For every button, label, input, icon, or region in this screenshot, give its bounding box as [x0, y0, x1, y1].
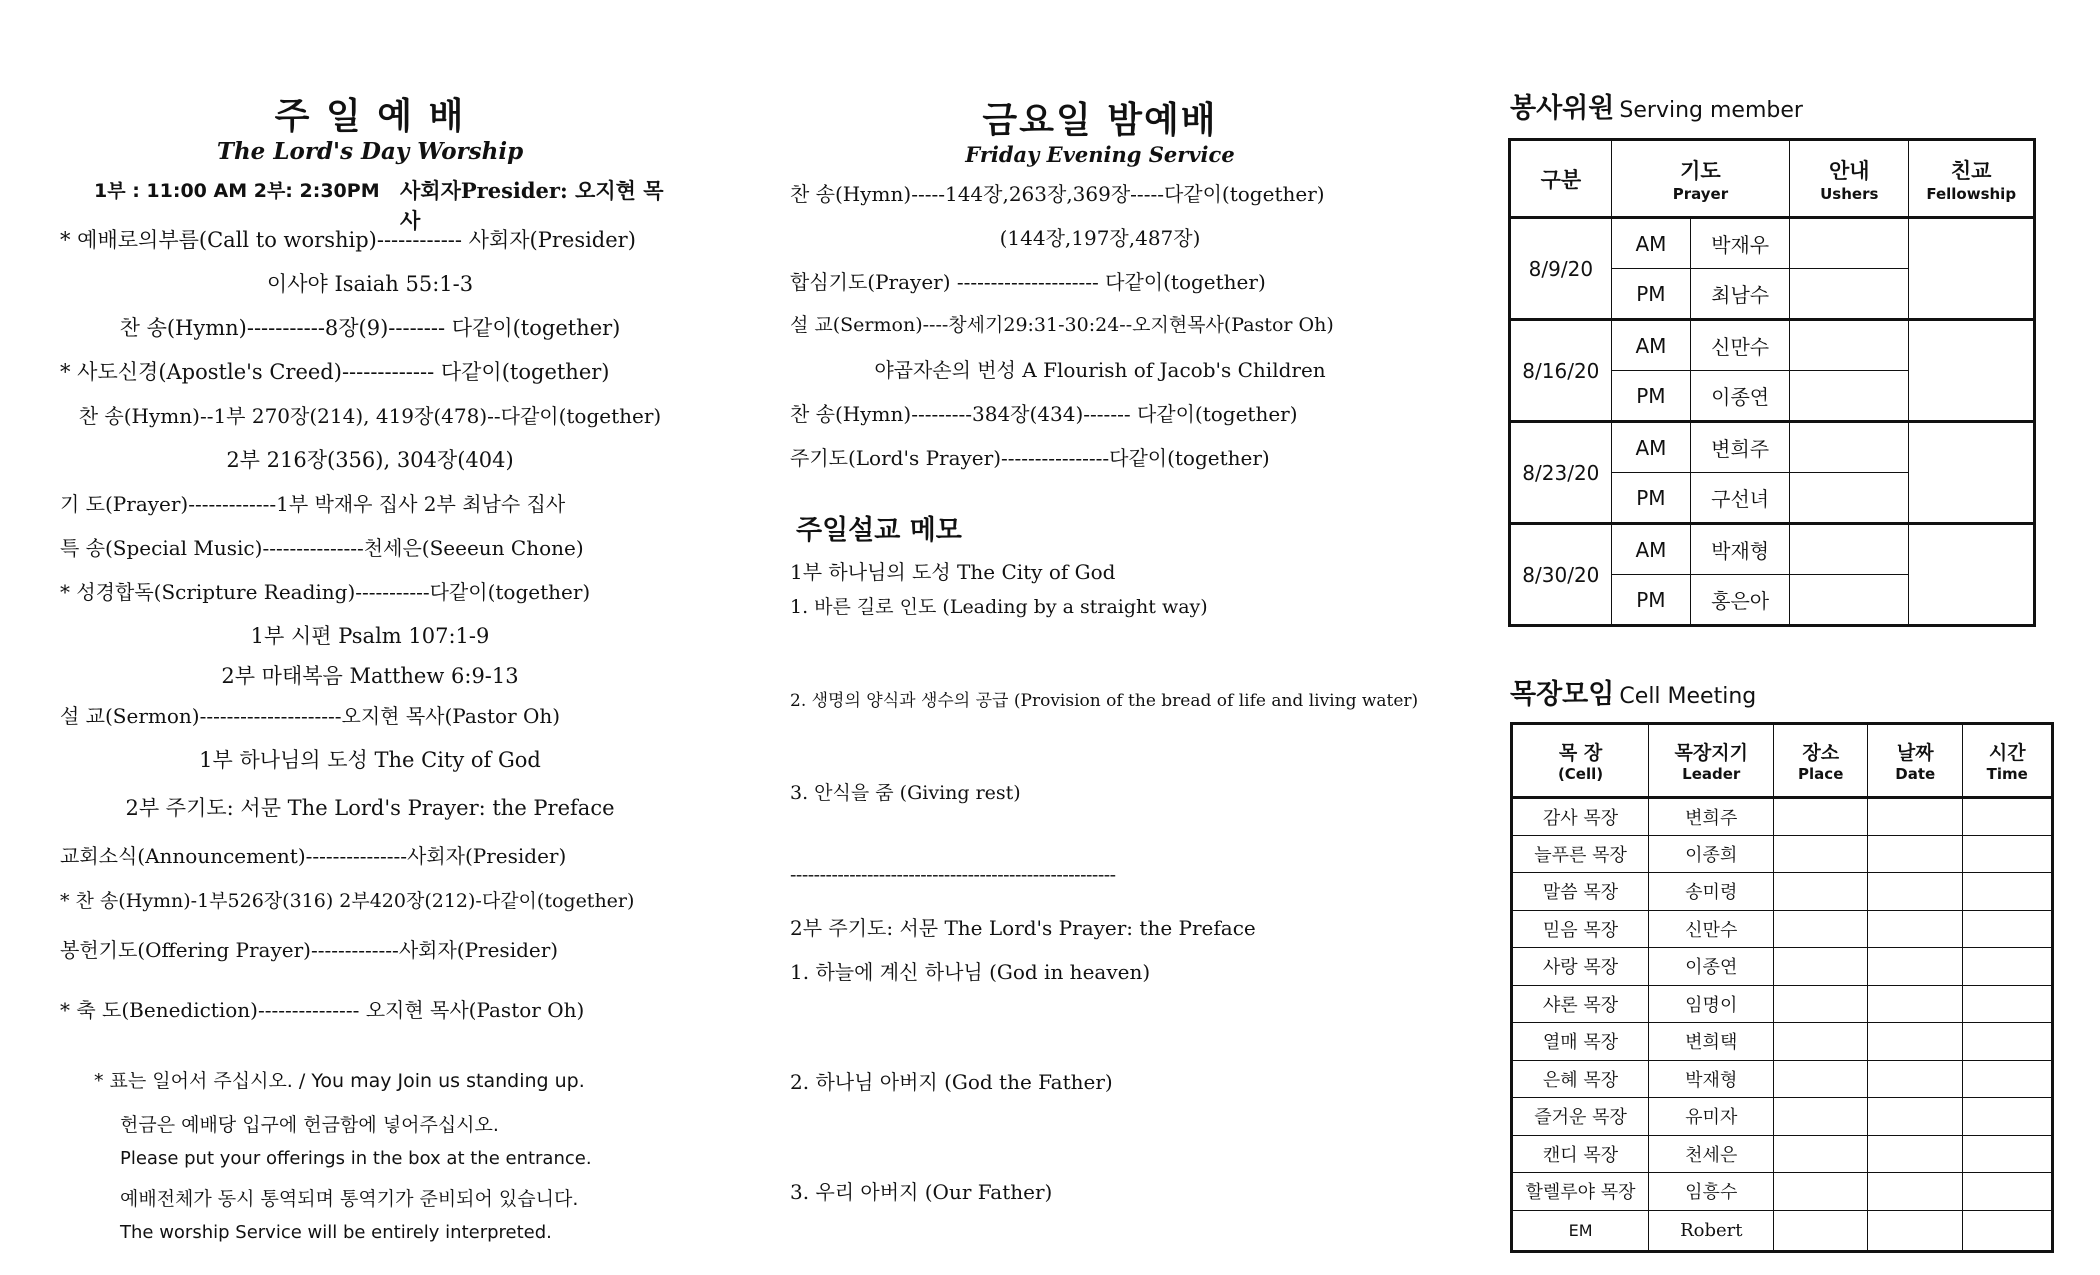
cell-date: [1867, 873, 1962, 911]
note-interpretation-ko: 예배전체가 동시 통역되며 통역기가 준비되어 있습니다.: [120, 1188, 579, 1210]
friday-hymn-1: 찬 송(Hymn)-----144장,263장,369장-----다같이(together): [790, 182, 1325, 206]
serving-table: [1508, 138, 2036, 627]
serving-title: 봉사위원: [1510, 93, 1615, 124]
cell-name: 사랑 목장: [1512, 948, 1649, 986]
order-prayer: 기 도(Prayer)-------------1부 박재우 집사 2부 최남수 집사: [60, 492, 566, 516]
order-scripture-reading: * 성경합독(Scripture Reading)-----------다같이(together): [60, 580, 591, 604]
service-date: 8/9/20: [1510, 218, 1612, 320]
cell-time: [1963, 910, 2053, 948]
header-cell: 목 장 (Cell): [1512, 724, 1649, 798]
order-psalm: 1부 시편 Psalm 107:1-9: [250, 624, 490, 648]
memo-sermon-2-point-3: 3. 우리 아버지 (Our Father): [790, 1180, 1053, 1204]
cell-leader: 변희택: [1649, 1023, 1774, 1061]
am-label: AM: [1611, 524, 1690, 575]
sunday-title: 주 일 예 배: [274, 96, 466, 137]
service-date: 8/23/20: [1510, 422, 1612, 524]
service-date: 8/16/20: [1510, 320, 1612, 422]
header-time: 시간 Time: [1963, 724, 2053, 798]
cell-place: [1774, 910, 1868, 948]
order-sermon-title-1: 1부 하나님의 도성 The City of God: [199, 748, 541, 772]
cell-leader: 변희주: [1649, 798, 1774, 836]
cell-date: [1867, 1173, 1962, 1211]
fellowship-cell: [1909, 320, 2035, 422]
am-usher: [1790, 422, 1909, 473]
fellowship-cell: [1909, 524, 2035, 626]
header-category: 구분: [1510, 140, 1612, 218]
order-benediction: * 축 도(Benediction)--------------- 오지현 목사(Pastor Oh): [60, 998, 585, 1022]
friday-subtitle: Friday Evening Service: [965, 142, 1235, 167]
table-row: [1512, 948, 2053, 986]
cell-date: [1867, 948, 1962, 986]
table-row: [1512, 1210, 2053, 1251]
order-closing-hymn: * 찬 송(Hymn)-1부526장(316) 2부420장(212)-다같이(together): [60, 890, 635, 912]
friday-sermon: 설 교(Sermon)----창세기29:31-30:24--오지현목사(Pastor Oh): [790, 314, 1334, 336]
cell-place: [1774, 873, 1868, 911]
cell-table: [1510, 722, 2054, 1253]
am-prayer-name: 박재형: [1691, 524, 1790, 575]
cell-name: 말씀 목장: [1512, 873, 1649, 911]
table-row: [1512, 1135, 2053, 1173]
memo-title: 주일설교 메모: [796, 515, 962, 546]
cell-name: 감사 목장: [1512, 798, 1649, 836]
cell-date: [1867, 798, 1962, 836]
cell-place: [1774, 1060, 1868, 1098]
cell-subtitle: Cell Meeting: [1619, 684, 1757, 709]
pm-usher: [1790, 371, 1909, 422]
memo-sermon-1-point-2: 2. 생명의 양식과 생수의 공급 (Provision of the bread of life and living water): [790, 691, 1419, 711]
serving-subtitle: Serving member: [1619, 98, 1803, 123]
cell-date: [1867, 1210, 1962, 1251]
cell-date: [1867, 1135, 1962, 1173]
fellowship-cell: [1909, 218, 2035, 320]
cell-place: [1774, 1135, 1868, 1173]
cell-date: [1867, 835, 1962, 873]
am-label: AM: [1611, 218, 1690, 269]
cell-place: [1774, 948, 1868, 986]
cell-date: [1867, 1098, 1962, 1136]
header-leader: 목장지기 Leader: [1649, 724, 1774, 798]
cell-place: [1774, 1098, 1868, 1136]
table-row: [1512, 1023, 2053, 1061]
cell-leader: Robert: [1649, 1210, 1774, 1251]
order-scripture-isaiah: 이사야 Isaiah 55:1-3: [266, 272, 474, 296]
cell-name: 은혜 목장: [1512, 1060, 1649, 1098]
cell-name: EM: [1512, 1210, 1649, 1251]
cell-time: [1963, 1210, 2053, 1251]
memo-sermon-1-point-3: 3. 안식을 줌 (Giving rest): [790, 782, 1021, 804]
table-row: [1512, 1098, 2053, 1136]
pm-prayer-name: 홍은아: [1691, 575, 1790, 626]
table-row: [1512, 835, 2053, 873]
table-row: [1510, 524, 2035, 575]
order-hymn-2: 찬 송(Hymn)--1부 270장(214), 419장(478)--다같이(together): [78, 404, 662, 428]
header-ushers: 안내 Ushers: [1790, 140, 1909, 218]
service-date: 8/30/20: [1510, 524, 1612, 626]
cell-date: [1867, 910, 1962, 948]
cell-time: [1963, 1135, 2053, 1173]
pm-usher: [1790, 473, 1909, 524]
pm-label: PM: [1611, 575, 1690, 626]
pm-prayer-name: 구선녀: [1691, 473, 1790, 524]
header-date: 날짜 Date: [1867, 724, 1962, 798]
memo-sermon-1-title: 1부 하나님의 도성 The City of God: [790, 560, 1116, 584]
cell-leader: 이종희: [1649, 835, 1774, 873]
cell-leader: 박재형: [1649, 1060, 1774, 1098]
cell-time: [1963, 835, 2053, 873]
cell-time: [1963, 1023, 2053, 1061]
cell-leader: 이종연: [1649, 948, 1774, 986]
order-matthew: 2부 마태복음 Matthew 6:9-13: [221, 664, 519, 688]
cell-time: [1963, 798, 2053, 836]
order-apostles-creed: * 사도신경(Apostle's Creed)------------- 다같이(together): [60, 360, 610, 384]
fellowship-cell: [1909, 422, 2035, 524]
header-prayer: 기도 Prayer: [1611, 140, 1789, 218]
am-usher: [1790, 524, 1909, 575]
am-prayer-name: 신만수: [1691, 320, 1790, 371]
friday-hymn-1-alt: (144장,197장,487장): [999, 226, 1201, 250]
service-times: 1부 : 11:00 AM 2부: 2:30PM: [94, 180, 380, 202]
cell-leader: 신만수: [1649, 910, 1774, 948]
table-row: [1512, 798, 2053, 836]
am-usher: [1790, 218, 1909, 269]
cell-title: 목장모임: [1510, 679, 1615, 710]
serving-heading: [1510, 86, 1803, 125]
cell-name: 믿음 목장: [1512, 910, 1649, 948]
am-usher: [1790, 320, 1909, 371]
cell-name: 즐거운 목장: [1512, 1098, 1649, 1136]
pm-label: PM: [1611, 269, 1690, 320]
am-prayer-name: 박재우: [1691, 218, 1790, 269]
table-row: [1512, 985, 2053, 1023]
table-row: [1510, 320, 2035, 371]
memo-sermon-2-title: 2부 주기도: 서문 The Lord's Prayer: the Preface: [790, 916, 1256, 940]
order-announcement: 교회소식(Announcement)---------------사회자(Presider): [60, 844, 567, 868]
memo-sermon-1-point-1: 1. 바른 길로 인도 (Leading by a straight way): [790, 596, 1208, 618]
memo-divider: -------------------------------------------------------: [790, 864, 1116, 886]
order-call-to-worship: * 예배로의부름(Call to worship)------------ 사회자(Presider): [60, 228, 636, 252]
pm-prayer-name: 이종연: [1691, 371, 1790, 422]
order-hymn-2-second: 2부 216장(356), 304장(404): [226, 448, 514, 472]
cell-date: [1867, 1023, 1962, 1061]
cell-time: [1963, 985, 2053, 1023]
cell-time: [1963, 1173, 2053, 1211]
cell-time: [1963, 873, 2053, 911]
presider-line: 사회자Presider: 오지현 목사: [400, 178, 664, 233]
friday-hymn-2: 찬 송(Hymn)---------384장(434)------- 다같이(together): [790, 402, 1298, 426]
memo-sermon-2-point-2: 2. 하나님 아버지 (God the Father): [790, 1070, 1113, 1094]
cell-time: [1963, 948, 2053, 986]
order-hymn-1: 찬 송(Hymn)-----------8장(9)-------- 다같이(together): [119, 316, 621, 340]
cell-heading: [1510, 672, 1756, 711]
memo-sermon-2-point-1: 1. 하늘에 계신 하나님 (God in heaven): [790, 960, 1151, 984]
note-standing: * 표는 일어서 주십시오. / You may Join us standing up.: [94, 1070, 585, 1092]
header-place: 장소 Place: [1774, 724, 1868, 798]
order-special-music: 특 송(Special Music)---------------천세은(Seeeun Chone): [60, 536, 584, 560]
note-interpretation-en: The worship Service will be entirely interpreted.: [120, 1222, 552, 1243]
cell-name: 열매 목장: [1512, 1023, 1649, 1061]
cell-time: [1963, 1060, 2053, 1098]
cell-place: [1774, 1210, 1868, 1251]
order-offering-prayer: 봉헌기도(Offering Prayer)-------------사회자(Presider): [60, 938, 559, 962]
cell-place: [1774, 1173, 1868, 1211]
cell-name: 캔디 목장: [1512, 1135, 1649, 1173]
table-row: [1512, 1060, 2053, 1098]
table-row: [1510, 218, 2035, 269]
order-sermon: 설 교(Sermon)---------------------오지현 목사(Pastor Oh): [60, 704, 561, 728]
friday-sermon-title: 야곱자손의 번성 A Flourish of Jacob's Children: [874, 358, 1326, 382]
cell-leader: 임명이: [1649, 985, 1774, 1023]
cell-name: 늘푸른 목장: [1512, 835, 1649, 873]
cell-leader: 송미령: [1649, 873, 1774, 911]
cell-date: [1867, 985, 1962, 1023]
pm-prayer-name: 최남수: [1691, 269, 1790, 320]
cell-leader: 천세은: [1649, 1135, 1774, 1173]
order-sermon-title-2: 2부 주기도: 서문 The Lord's Prayer: the Preface: [125, 796, 615, 820]
cell-leader: 유미자: [1649, 1098, 1774, 1136]
cell-time: [1963, 1098, 2053, 1136]
am-label: AM: [1611, 320, 1690, 371]
am-label: AM: [1611, 422, 1690, 473]
cell-name: 할렐루야 목장: [1512, 1173, 1649, 1211]
note-offering-en: Please put your offerings in the box at the entrance.: [120, 1148, 592, 1169]
cell-date: [1867, 1060, 1962, 1098]
table-row: [1512, 873, 2053, 911]
cell-place: [1774, 985, 1868, 1023]
cell-place: [1774, 1023, 1868, 1061]
header-fellowship: 친교 Fellowship: [1909, 140, 2035, 218]
cell-place: [1774, 835, 1868, 873]
cell-name: 샤론 목장: [1512, 985, 1649, 1023]
sunday-subtitle: The Lord's Day Worship: [216, 138, 524, 165]
table-row: [1512, 910, 2053, 948]
pm-usher: [1790, 269, 1909, 320]
cell-leader: 임흥수: [1649, 1173, 1774, 1211]
cell-place: [1774, 798, 1868, 836]
friday-title: 금요일 밤예배: [982, 100, 1218, 141]
friday-lords-prayer: 주기도(Lord's Prayer)----------------다같이(together): [790, 446, 1270, 470]
pm-usher: [1790, 575, 1909, 626]
am-prayer-name: 변희주: [1691, 422, 1790, 473]
pm-label: PM: [1611, 371, 1690, 422]
pm-label: PM: [1611, 473, 1690, 524]
table-row: [1512, 1173, 2053, 1211]
friday-prayer: 합심기도(Prayer) --------------------- 다같이(together): [790, 270, 1266, 294]
note-offering-ko: 헌금은 예배당 입구에 헌금함에 넣어주십시오.: [120, 1114, 499, 1136]
table-row: [1510, 422, 2035, 473]
